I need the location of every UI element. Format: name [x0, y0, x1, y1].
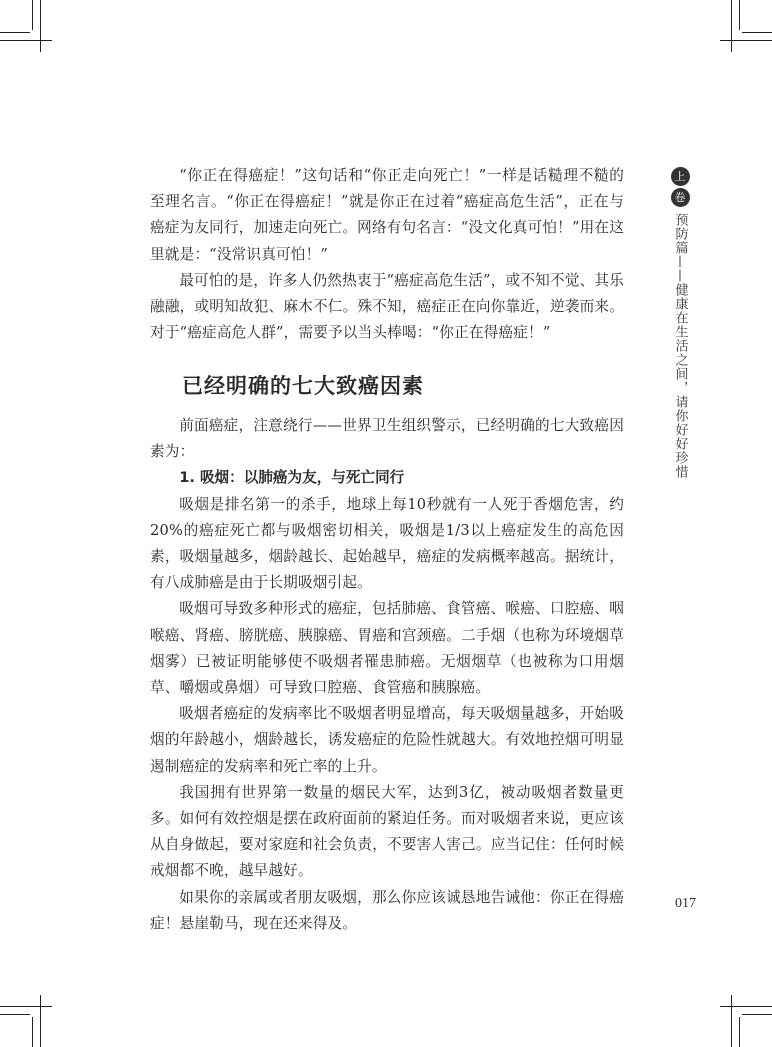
intro-block — [150, 163, 624, 346]
subheading: 1. 吸烟：以肺癌为友，与死亡同行 — [179, 469, 405, 487]
crop-mark — [739, 0, 740, 30]
body-paragraph: 吸烟者癌症的发病率比不吸烟者明显增高，每天吸烟量越多，开始吸烟的年龄越小，烟龄越长，诱发癌症的危险性就越大。有效地控烟可明显遏制癌症的发病率和死亡率的上升。 — [150, 705, 624, 775]
body-block — [150, 413, 624, 937]
crop-mark — [731, 995, 732, 1047]
volume-badge-bottom: 卷 — [671, 188, 690, 207]
crop-mark — [0, 1006, 52, 1007]
crop-mark — [40, 0, 41, 52]
intro-paragraph: 最可怕的是，许多人仍然热衷于“癌症高危生活”，或不知不觉、其乐融融，或明知故犯、麻木不仁。殊不知，癌症正在向你靠近，逆袭而来。对于“癌症高危人群”，需要予以当头棒喝：“你正在得癌症！” — [150, 271, 624, 342]
section-title: 已经明确的七大致癌因素 — [182, 373, 424, 398]
page-number: 017 — [675, 896, 696, 911]
crop-mark — [742, 1014, 772, 1015]
body-paragraph: 我国拥有世界第一数量的烟民大军，达到3亿，被动吸烟者数量更多。如何有效控烟是摆在政府面前的紧迫任务。而对吸烟者来说，更应该从自身做起，要对家庭和社会负责，不要害人害己。应当记住：任何时候戒烟都不晚，越早越好。 — [150, 783, 624, 880]
volume-badge-top: 上 — [671, 167, 690, 186]
crop-mark — [0, 32, 30, 33]
crop-mark — [0, 40, 52, 41]
body-paragraph: 如果你的亲属或者朋友吸烟，那么你应该诚恳地告诫他：你正在得癌症！悬崖勒马，现在还来得及。 — [150, 888, 624, 932]
crop-mark — [731, 0, 732, 52]
chapter-running-head: 预防篇——健康在生活之间，请你好好珍惜 — [672, 213, 688, 479]
crop-mark — [720, 1006, 772, 1007]
crop-mark — [742, 32, 772, 33]
body-paragraph: 吸烟可导致多种形式的癌症，包括肺癌、食管癌、喉癌、口腔癌、咽喉癌、肾癌、膀胱癌、胰腺癌、胃癌和宫颈癌。二手烟（也称为环境烟草烟雾）已被证明能够使不吸烟者罹患肺癌。无烟烟草（也被称为口用烟草、嚼烟或鼻烟）可导致口腔癌、食管癌和胰腺癌。 — [150, 600, 624, 697]
crop-mark — [32, 1017, 33, 1047]
section-intro: 前面癌症，注意绕行——世界卫生组织警示，已经明确的七大致癌因素为： — [150, 417, 624, 461]
crop-mark — [40, 995, 41, 1047]
crop-mark — [32, 0, 33, 30]
crop-mark — [739, 1017, 740, 1047]
body-paragraph: 吸烟是排名第一的杀手，地球上每10秒就有一人死于香烟危害，约20%的癌症死亡都与吸烟密切相关，吸烟是1/3以上癌症发生的高危因素，吸烟量越多，烟龄越长、起始越早，癌症的发病概率越高。据统计，有八成肺癌是由于长期吸烟引起。 — [150, 495, 624, 592]
intro-paragraph: “你正在得癌症！”这句话和“你正走向死亡！”一样是话糙理不糙的至理名言。“你正在得癌症！”就是你正在过着“癌症高危生活”，正在与癌症为友同行，加速走向死亡。网络有句名言：“没文化真可怕！”用在这里就是：“没常识真可怕！” — [150, 167, 624, 263]
crop-mark — [720, 40, 772, 41]
side-tab — [669, 167, 691, 479]
crop-mark — [0, 1014, 30, 1015]
